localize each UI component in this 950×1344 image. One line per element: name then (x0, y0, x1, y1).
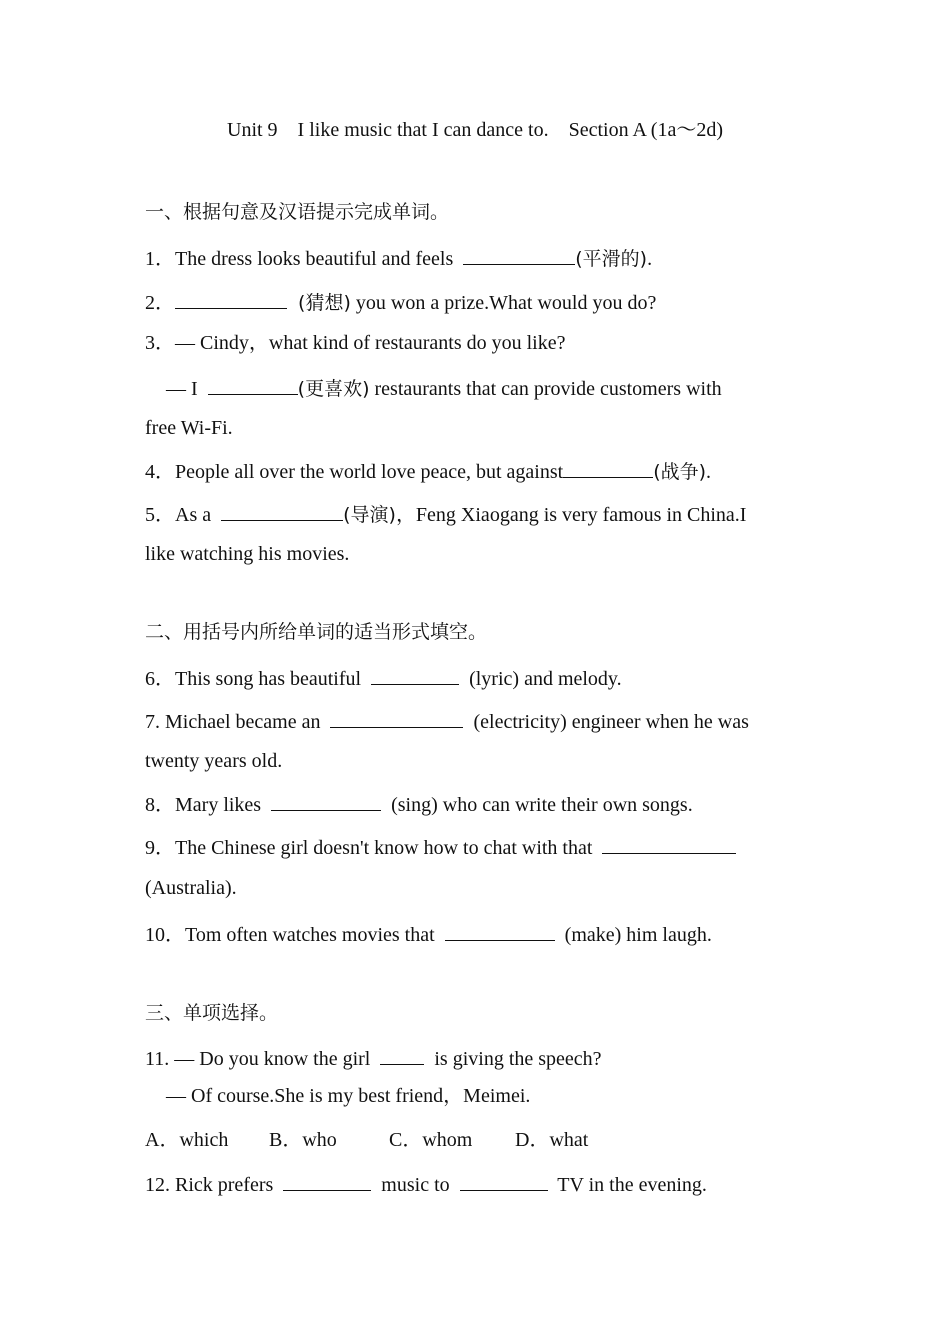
dialogue-line-end: is giving the speech? (429, 1048, 602, 1070)
question-text: The dress looks beautiful and feels (175, 248, 459, 270)
answer-blank[interactable] (563, 457, 653, 478)
section-heading: 一、根据句意及汉语提示完成单词。 (145, 201, 450, 223)
chinese-hint: (导演) (343, 504, 396, 526)
question-text: Mary likes (175, 794, 267, 816)
chinese-hint: (平滑的) (575, 248, 648, 270)
question-11-options (145, 1128, 588, 1152)
option-c[interactable]: C．whom (389, 1129, 473, 1151)
question-text-end: (electricity) engineer when he was (468, 711, 749, 733)
answer-blank[interactable] (330, 707, 463, 728)
page-title: Unit 9 I like music that I can dance to. Section A (1a～2d) (227, 119, 723, 141)
dialogue-line-end: restaurants that can provide customers with (369, 378, 722, 400)
question-text: Rick prefers (175, 1174, 279, 1196)
question-number: 7. (145, 711, 165, 733)
answer-blank[interactable] (221, 500, 343, 521)
answer-blank[interactable] (602, 833, 736, 854)
question-9-continued: (Australia). (145, 877, 237, 899)
question-text: People all over the world love peace, but against (175, 461, 564, 483)
question-text: As a (175, 504, 217, 526)
question-4 (145, 457, 711, 484)
chinese-hint: (猜想) (292, 292, 351, 314)
question-5 (145, 500, 746, 527)
option-d[interactable]: D．what (515, 1129, 589, 1151)
answer-blank[interactable] (445, 920, 555, 941)
question-text-end: (lyric) and melody. (464, 668, 622, 690)
section-heading: 三、单项选择。 (145, 1002, 279, 1024)
question-1 (145, 244, 652, 271)
question-11 (145, 1044, 602, 1071)
question-number: 1． (145, 248, 175, 270)
question-3 (145, 331, 566, 355)
question-text-end: ，Feng Xiaogang is very famous in China.I (395, 504, 747, 526)
answer-blank[interactable] (271, 790, 381, 811)
question-8 (145, 790, 693, 817)
question-6 (145, 664, 622, 691)
answer-blank[interactable] (208, 374, 298, 395)
question-number: 6． (145, 668, 175, 690)
option-b[interactable]: B．who (269, 1129, 337, 1151)
question-number: 10． (145, 924, 185, 946)
question-number: 5． (145, 504, 175, 526)
dialogue-line: — I (166, 378, 203, 400)
question-9 (145, 833, 736, 860)
question-number: 8． (145, 794, 175, 816)
answer-blank[interactable] (463, 244, 575, 265)
question-7-continued: twenty years old. (145, 750, 283, 772)
question-number: 3． (145, 332, 175, 354)
question-number: 9． (145, 837, 175, 859)
question-3-continued: free Wi-Fi. (145, 417, 233, 439)
answer-blank[interactable] (283, 1170, 371, 1191)
question-11-reply: — Of course.She is my best friend，Meimei. (166, 1085, 531, 1107)
option-a[interactable]: A．which (145, 1129, 229, 1151)
question-text-end: . (706, 461, 712, 483)
answer-blank[interactable] (175, 288, 287, 309)
question-text: Michael became an (165, 711, 326, 733)
question-text: you won a prize.What would you do? (350, 292, 657, 314)
question-number: 2． (145, 292, 175, 314)
question-10 (145, 920, 712, 947)
question-text: Tom often watches movies that (185, 924, 440, 946)
chinese-hint: (战争) (653, 461, 707, 483)
question-12 (145, 1170, 707, 1197)
answer-blank[interactable] (380, 1044, 424, 1065)
question-number: 4． (145, 461, 175, 483)
dialogue-line: — Do you know the girl (174, 1048, 376, 1070)
question-text-end: . (647, 248, 653, 270)
question-5-continued: like watching his movies. (145, 543, 350, 565)
question-text: This song has beautiful (175, 668, 367, 690)
question-number: 11. (145, 1048, 175, 1070)
question-text-end: (make) him laugh. (559, 924, 712, 946)
question-7 (145, 707, 749, 734)
question-text-end: TV in the evening. (552, 1174, 707, 1196)
answer-blank[interactable] (371, 664, 459, 685)
dialogue-line: — Cindy，what kind of restaurants do you like? (175, 332, 566, 354)
question-2 (145, 288, 656, 315)
question-text: The Chinese girl doesn't know how to chat with that (175, 837, 598, 859)
answer-blank[interactable] (460, 1170, 548, 1191)
section-heading: 二、用括号内所给单词的适当形式填空。 (145, 621, 488, 643)
question-number: 12. (145, 1174, 175, 1196)
question-3-reply (166, 374, 722, 401)
chinese-hint: (更喜欢) (297, 378, 370, 400)
question-text-end: (sing) who can write their own songs. (386, 794, 693, 816)
question-text-middle: music to (376, 1174, 455, 1196)
